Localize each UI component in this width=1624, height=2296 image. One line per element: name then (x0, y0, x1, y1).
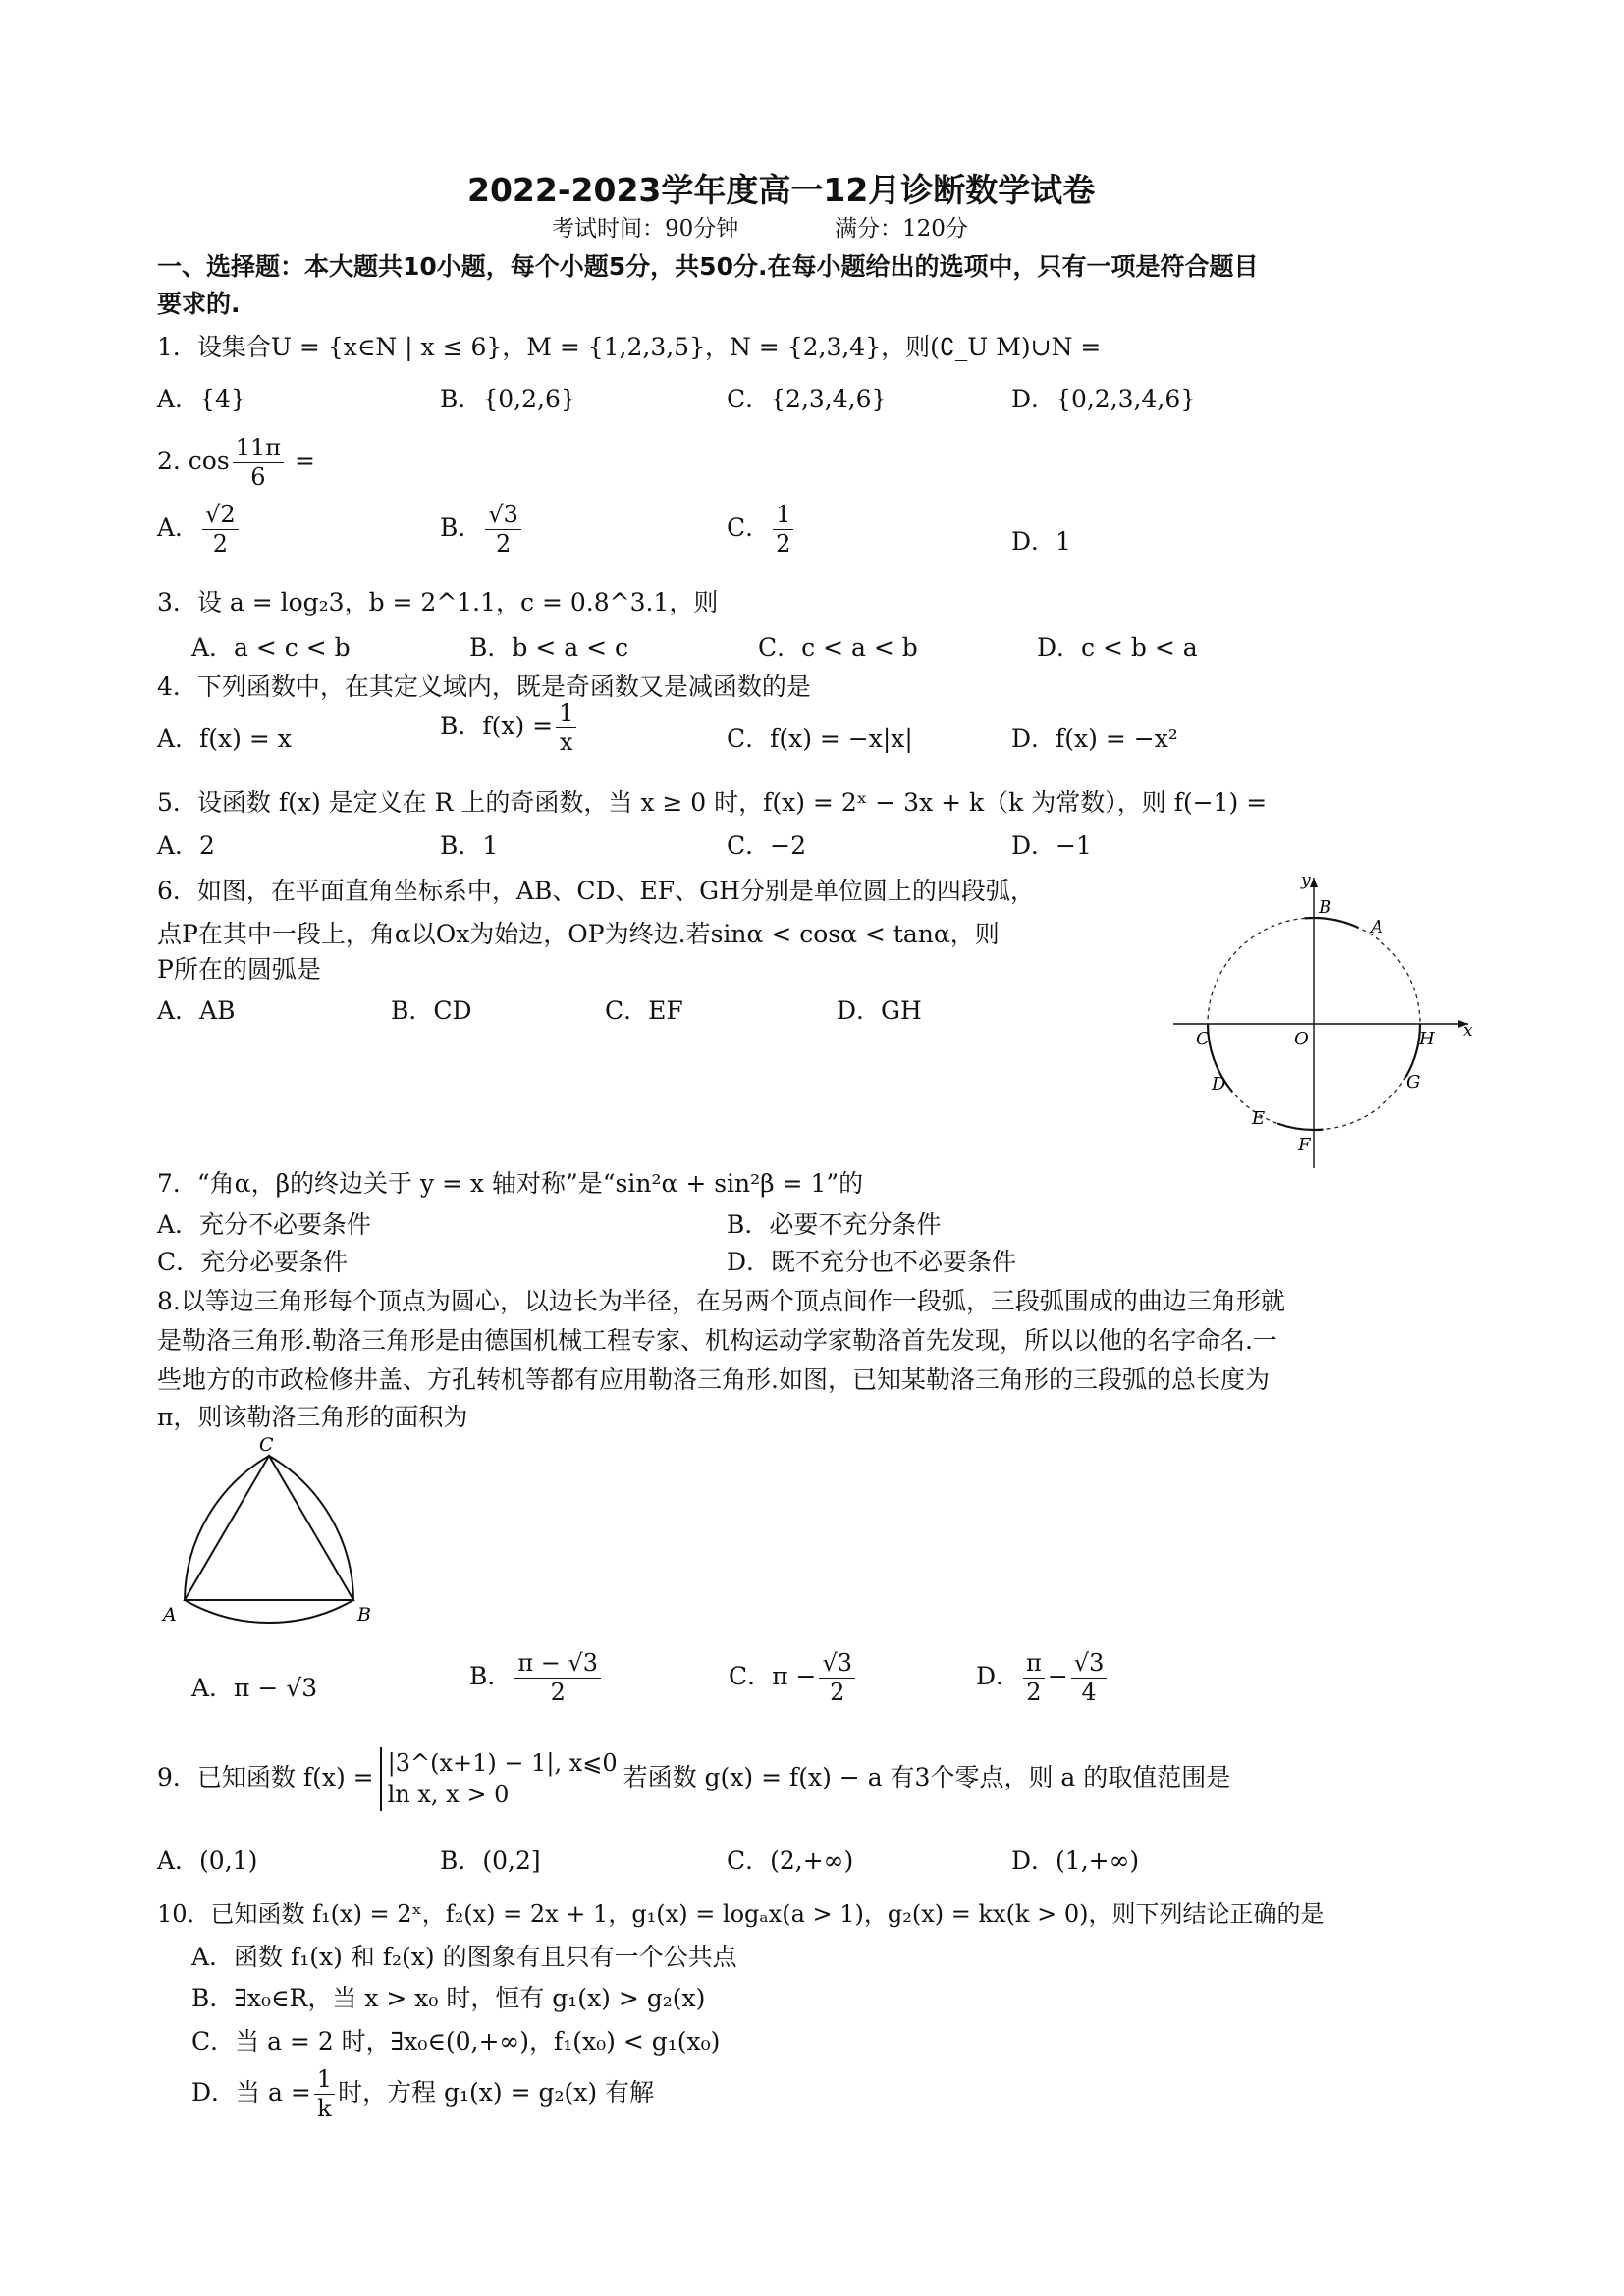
q8-line1: 8.以等边三角形每个顶点为圆心，以边长为半径，在另两个顶点间作一段弧，三段弧围成的曲边三角形就 (157, 1287, 1285, 1315)
q4-option-b (440, 699, 579, 757)
q2-c-num: 1 (773, 501, 793, 530)
q4-option-a: A．f(x) = x (157, 724, 292, 753)
q6-arc-gh (1406, 1024, 1421, 1077)
q2-option-c (727, 501, 796, 559)
exam-time: 考试时间：90分钟 (552, 216, 739, 241)
q10-option-d (191, 2065, 654, 2123)
q2-num: 11π (233, 434, 284, 463)
q2-b-label: B． (440, 512, 483, 542)
q8-d-frac2 (1071, 1649, 1108, 1707)
q8-c-num: √3 (819, 1649, 855, 1679)
q2-a-num: √2 (202, 501, 239, 530)
q5-option-d: D．−1 (1011, 831, 1092, 860)
q8-d-num1: π (1023, 1649, 1045, 1679)
q4-b-den: x (559, 727, 573, 756)
q10-d-prefix: D．当 a = (191, 2077, 311, 2107)
q8-d-den2: 4 (1081, 1678, 1097, 1706)
q6-line3: P所在的圆弧是 (157, 955, 321, 984)
q8-label-c: C (259, 1435, 274, 1456)
q6-option-c: C．EF (605, 996, 683, 1025)
q10-option-c: C．当 a = 2 时，∃x₀∈(0,+∞)，f₁(x₀) < g₁(x₀) (191, 2027, 721, 2056)
q6-label-d: D (1212, 1074, 1226, 1095)
q2-option-b (440, 501, 524, 559)
q6-arc-ab (1305, 918, 1359, 928)
q8-b-num: π − √3 (514, 1649, 601, 1679)
q3-option-a: A．a < c < b (191, 633, 351, 662)
q1-option-d: D．{0,2,3,4,6} (1011, 385, 1197, 413)
q6-label-x: x (1463, 1021, 1473, 1041)
q8-reuleaux-triangle-figure (157, 1435, 412, 1631)
q9-prefix: 9．已知函数 f(x) = (157, 1762, 374, 1791)
q9-option-a: A．(0,1) (157, 1846, 258, 1875)
q2-b-den: 2 (496, 529, 512, 558)
q9-case2: ln x, x > 0 (387, 1781, 510, 1809)
q2-c-frac (773, 501, 793, 559)
q2-option-a (157, 501, 242, 559)
q2-c-den: 2 (776, 529, 791, 558)
q8-d-num2: √3 (1071, 1649, 1108, 1679)
q6-label-a: A (1371, 917, 1383, 937)
q6-line1: 6．如图，在平面直角坐标系中，AB、CD、EF、GH分别是单位圆上的四段弧， (157, 877, 1035, 905)
q8-d-label: D． (976, 1661, 1021, 1690)
q2-prefix: 2. cos (157, 446, 230, 475)
q1-stem: 1．设集合U = {x∈N | x ≤ 6}，M = {1,2,3,5}，N = {2,3,4}，则(∁_U M)∪N = (157, 333, 1102, 361)
q2-a-frac (202, 501, 239, 559)
q6-label-b: B (1319, 897, 1332, 918)
q8-option-c (729, 1649, 858, 1707)
full-score: 满分：120分 (835, 216, 968, 241)
q10-d-den: k (317, 2094, 332, 2122)
q10-option-b: B．∃x₀∈R，当 x > x₀ 时，恒有 g₁(x) > g₂(x) (191, 1984, 706, 2012)
q2-fraction (233, 434, 284, 492)
q7-option-c: C．充分必要条件 (157, 1248, 349, 1276)
q6-unit-circle-figure (1159, 864, 1483, 1178)
q2-c-label: C． (727, 512, 771, 542)
q4-b-num: 1 (556, 699, 576, 728)
q6-option-d: D．GH (837, 996, 922, 1025)
q2-option-d: D．1 (1011, 527, 1071, 556)
q2-den: 6 (250, 462, 266, 491)
q7-option-d: D．既不充分也不必要条件 (727, 1248, 1017, 1276)
q9-suffix: 若函数 g(x) = f(x) − a 有3个零点，则 a 的取值范围是 (623, 1762, 1231, 1791)
q2-a-den: 2 (212, 529, 228, 558)
q2-suffix: = (287, 446, 315, 475)
q9-case1: |3^(x+1) − 1|, x⩽0 (387, 1749, 618, 1777)
q2-b-num: √3 (485, 501, 521, 530)
q9-stem (157, 1747, 1230, 1811)
page-title: 2022-2023学年度高一12月诊断数学试卷 (467, 171, 1096, 209)
q6-label-h: H (1419, 1029, 1435, 1049)
q8-arc-ab (185, 1600, 353, 1623)
q4-b-frac (556, 699, 576, 757)
q2-b-frac (485, 501, 521, 559)
q3-stem: 3．设 a = log₂3，b = 2^1.1，c = 0.8^3.1，则 (157, 588, 719, 616)
q3-option-c: C．c < a < b (758, 633, 918, 662)
q10-d-num: 1 (314, 2065, 335, 2095)
q10-stem: 10．已知函数 f₁(x) = 2ˣ，f₂(x) = 2x + 1，g₁(x) = logₐx(a > 1)，g₂(x) = kx(k > 0)，则下列结论正确的是 (157, 1900, 1325, 1928)
q1-option-c: C．{2,3,4,6} (727, 385, 888, 413)
q9-option-b: B．(0,2] (440, 1846, 541, 1875)
q7-option-b: B．必要不充分条件 (727, 1210, 942, 1239)
q10-option-a: A．函数 f₁(x) 和 f₂(x) 的图象有且只有一个公共点 (191, 1943, 737, 1971)
q6-label-o: O (1294, 1029, 1309, 1049)
q8-option-b (469, 1649, 604, 1707)
q8-c-label: C．π − (729, 1661, 817, 1690)
q9-option-c: C．(2,+∞) (727, 1846, 854, 1875)
q2-stem (157, 434, 315, 492)
section-heading-line2: 要求的. (157, 290, 241, 318)
q6-option-b: B．CD (391, 996, 472, 1025)
q8-line4: π，则该勒洛三角形的面积为 (157, 1403, 468, 1431)
q8-option-a: A．π − √3 (191, 1674, 318, 1702)
q9-option-d: D．(1,+∞) (1011, 1846, 1140, 1875)
q8-b-label: B． (469, 1661, 513, 1690)
q1-option-a: A．{4} (157, 385, 246, 413)
q8-c-frac (819, 1649, 855, 1707)
q10-d-suffix: 时，方程 g₁(x) = g₂(x) 有解 (338, 2077, 655, 2107)
q8-d-frac1 (1023, 1649, 1045, 1707)
q6-line2: 点P在其中一段上，角α以Ox为始边，OP为终边.若sinα < cosα < tanα，则 (157, 920, 1000, 948)
q2-a-label: A． (157, 512, 200, 542)
q8-b-den: 2 (550, 1678, 566, 1706)
q6-label-e: E (1252, 1108, 1266, 1129)
q6-label-g: G (1406, 1072, 1421, 1093)
q7-stem: 7．“角α，β的终边关于 y = x 轴对称”是“sin²α + sin²β = 1”的 (157, 1169, 864, 1198)
q8-triangle (185, 1456, 353, 1600)
q8-d-minus: − (1047, 1661, 1068, 1690)
q4-option-d: D．f(x) = −x² (1011, 724, 1178, 753)
q8-option-d (976, 1649, 1110, 1707)
q6-y-arrow (1310, 878, 1318, 887)
q4-option-c: C．f(x) = −x|x| (727, 724, 913, 753)
q7-option-a: A．充分不必要条件 (157, 1210, 372, 1239)
q5-stem: 5．设函数 f(x) 是定义在 R 上的奇函数，当 x ≥ 0 时，f(x) = 2ˣ − 3x + k（k 为常数），则 f(−1) = (157, 788, 1268, 817)
q5-option-c: C．−2 (727, 831, 806, 860)
q4-b-label: B．f(x) = (440, 711, 554, 740)
q8-d-den1: 2 (1026, 1678, 1042, 1706)
q5-option-a: A．2 (157, 831, 215, 860)
q8-line2: 是勒洛三角形.勒洛三角形是由德国机械工程专家、机构运动学家勒洛首先发现，所以以他的名字命名.一 (157, 1326, 1277, 1355)
q6-label-c: C (1196, 1029, 1210, 1049)
q1-option-b: B．{0,2,6} (440, 385, 576, 413)
q8-c-den: 2 (830, 1678, 845, 1706)
q4-stem: 4．下列函数中，在其定义域内，既是奇函数又是减函数的是 (157, 672, 811, 701)
q3-option-d: D．c < b < a (1037, 633, 1198, 662)
q8-label-a: A (163, 1604, 177, 1626)
q6-option-a: A．AB (157, 996, 236, 1025)
q3-option-b: B．b < a < c (469, 633, 628, 662)
q9-piecewise (380, 1747, 618, 1811)
q6-label-f: F (1298, 1135, 1311, 1155)
section-heading: 一、选择题：本大题共10小题，每个小题5分，共50分.在每小题给出的选项中，只有一项是符合题目 (157, 252, 1259, 281)
q5-option-b: B．1 (440, 831, 499, 860)
q6-label-y: y (1301, 871, 1311, 890)
q8-b-frac (514, 1649, 601, 1707)
q10-d-frac (314, 2065, 335, 2123)
q8-line3: 些地方的市政检修井盖、方孔转机等都有应用勒洛三角形.如图，已知某勒洛三角形的三段弧的总长度为 (157, 1365, 1270, 1394)
q8-label-b: B (357, 1604, 371, 1626)
q6-arc-ef (1277, 1124, 1323, 1131)
